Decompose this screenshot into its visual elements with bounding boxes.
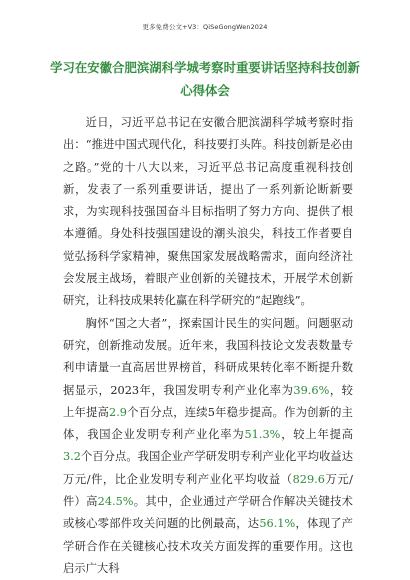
paragraph-text: 万元/件）高 xyxy=(63,472,353,509)
body-paragraph xyxy=(63,112,353,313)
paragraph-text: 胸怀“国之大者”，探索国计民生的实问题。问题驱动研究，创新推动发展。近年来，我国科技论文发表数量专利申请量一直高居世界榜首，科研成果转化率不断提升数据显示，2023年，我国发明专利产业化率为 xyxy=(63,316,353,397)
document-title-line-2: 心得体会 xyxy=(180,83,230,98)
paragraph-text: 个百分点。我国企业产学研发明专利产业化平均收益达万元/件，比企业发明专利产业化平均收益（ xyxy=(63,450,353,486)
body-paragraph xyxy=(63,313,353,580)
paragraph-text: ，较上年提高 xyxy=(280,428,353,442)
highlighted-figure: 3.2 xyxy=(63,450,81,464)
header-watermark: 更多免费公文+V3：QiSeGongWen2024 xyxy=(142,23,268,31)
highlighted-figure: 829.6 xyxy=(292,472,325,486)
paragraph-text: ，较上年提高 xyxy=(63,383,353,419)
highlighted-figure: 24.5% xyxy=(97,495,134,509)
document-title-line-1: 学习在安徽合肥滨湖科学城考察时重要讲话坚持科技创新 xyxy=(50,60,360,75)
paragraph-text: 个百分点，连续5年稳步提高。作为创新的主体，我国企业发明专利产业化率为 xyxy=(63,405,353,442)
document-body xyxy=(63,112,353,580)
paragraph-text: ，体现了产学研合作在关键核心技术攻关方面发挥的重要作用。这也启示广大科 xyxy=(63,517,353,575)
highlighted-figure: 51.3% xyxy=(244,428,281,442)
paragraph-text: 。其中，企业通过产学研合作解决关键技术或核心零部件攻关问题的比例最高，达 xyxy=(63,495,353,531)
highlighted-figure: 56.1% xyxy=(259,517,296,531)
paragraph-text: 近日，习近平总书记在安徽合肥滨湖科学城考察时指出：“推进中国式现代化，科技要打头阵。科技创新是必由之路。”党的十八大以来，习近平总书记高度重视科技创新，发表了一系列重要讲话，提出了一系列新论断新要求，为实现科技强国奋斗目标指明了努力方向、提供了根本遵循。身处科技强国建设的潮头浪尖，科技工作者要自觉弘扬科学家精神，聚焦国家发展战略需求，面向经济社会发展主战场，着眼产业创新的关键技术，开展学术创新研究，让科技成果转化赢在科学研究的“起跑线”。 xyxy=(63,116,353,308)
highlighted-figure: 39.6% xyxy=(293,383,330,397)
highlighted-figure: 2.9 xyxy=(109,405,127,419)
